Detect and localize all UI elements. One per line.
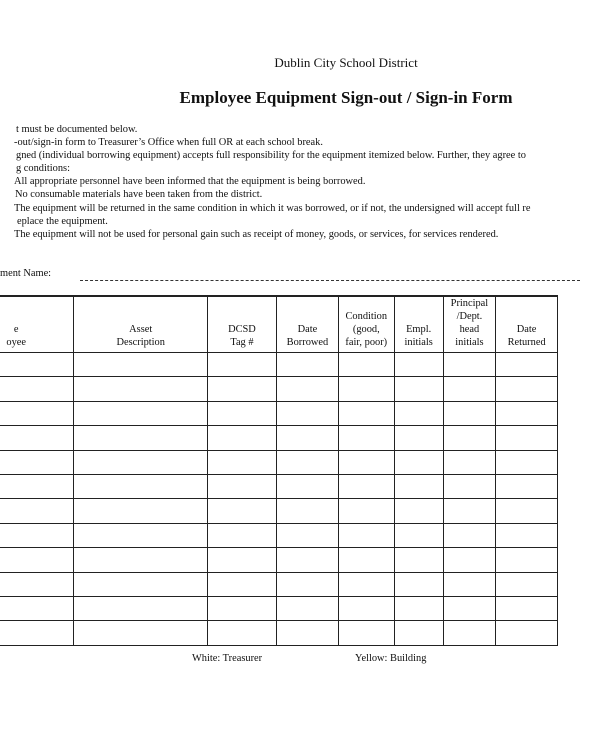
instruction-line: t must be documented below. (16, 124, 138, 135)
column-header-text: Empl. (406, 324, 432, 335)
table-cell[interactable] (394, 548, 443, 572)
footer-yellow-copy: Yellow: Building (355, 653, 427, 664)
table-cell[interactable] (0, 621, 74, 645)
column-header-text: Condition (345, 311, 388, 322)
table-cell[interactable] (394, 499, 443, 523)
table-cell[interactable] (207, 353, 276, 377)
table-cell[interactable] (207, 401, 276, 425)
table-cell[interactable] (394, 621, 443, 645)
column-header-text: Asset (129, 324, 153, 335)
table-row (0, 353, 558, 377)
table-row (0, 426, 558, 450)
table-cell[interactable] (496, 377, 558, 401)
table-cell[interactable] (207, 377, 276, 401)
table-cell[interactable] (0, 450, 74, 474)
column-header (443, 296, 496, 353)
column-header (74, 296, 208, 353)
table-cell[interactable] (394, 474, 443, 498)
table-row (0, 523, 558, 547)
table-cell[interactable] (338, 353, 394, 377)
column-header (394, 296, 443, 353)
table-cell[interactable] (496, 621, 558, 645)
column-header-text: Tag # (230, 337, 254, 348)
table-row (0, 572, 558, 596)
table-cell[interactable] (276, 377, 338, 401)
table-cell[interactable] (394, 450, 443, 474)
table-cell[interactable] (338, 523, 394, 547)
table-cell[interactable] (0, 426, 74, 450)
table-cell[interactable] (443, 523, 496, 547)
table-cell[interactable] (338, 572, 394, 596)
instruction-line: The equipment will not be used for personal gain such as receipt of money, goods, or services, for services rendered. (14, 229, 499, 240)
table-cell[interactable] (74, 572, 208, 596)
table-row (0, 377, 558, 401)
column-header-text: oyee (6, 337, 27, 348)
table-cell[interactable] (338, 621, 394, 645)
table-cell[interactable] (276, 353, 338, 377)
column-header-text: DCSD (228, 324, 256, 335)
instruction-line: -out/sign-in form to Treasurer’s Office when full OR at each school break. (14, 137, 323, 148)
table-row (0, 596, 558, 620)
table-cell[interactable] (0, 474, 74, 498)
table-cell[interactable] (207, 621, 276, 645)
table-cell[interactable] (394, 353, 443, 377)
table-cell[interactable] (276, 548, 338, 572)
district-name: Dublin City School District (274, 55, 418, 70)
table-cell[interactable] (496, 474, 558, 498)
table-cell[interactable] (443, 596, 496, 620)
table-cell[interactable] (443, 548, 496, 572)
column-header (207, 296, 276, 353)
column-header-text: e (13, 324, 19, 335)
table-row (0, 548, 558, 572)
instruction-line: gned (individual borrowing equipment) accepts full responsibility for the equipment itemized below. Further, they agree to (16, 150, 526, 161)
employee-name-field[interactable] (80, 280, 580, 281)
table-cell[interactable] (74, 474, 208, 498)
table-cell[interactable] (338, 499, 394, 523)
table-cell[interactable] (74, 548, 208, 572)
table-cell[interactable] (338, 596, 394, 620)
table-cell[interactable] (207, 523, 276, 547)
table-cell[interactable] (496, 401, 558, 425)
table-row (0, 499, 558, 523)
column-header-text: /Dept. (456, 311, 483, 322)
table-cell[interactable] (496, 548, 558, 572)
table-cell[interactable] (0, 548, 74, 572)
table-cell[interactable] (496, 523, 558, 547)
table-cell[interactable] (394, 401, 443, 425)
column-header (276, 296, 338, 353)
column-header-text: Principal (450, 298, 489, 309)
instruction-line: All appropriate personnel have been informed that the equipment is being borrowed. (14, 176, 366, 187)
table-cell[interactable] (338, 450, 394, 474)
column-header (496, 296, 558, 353)
table-cell[interactable] (394, 596, 443, 620)
table-cell[interactable] (207, 548, 276, 572)
table-cell[interactable] (0, 596, 74, 620)
column-header-text: Returned (507, 337, 546, 348)
table-header-row (0, 296, 558, 353)
table-cell[interactable] (0, 499, 74, 523)
table-cell[interactable] (74, 596, 208, 620)
table-cell[interactable] (394, 572, 443, 596)
table-cell[interactable] (443, 401, 496, 425)
table-cell[interactable] (443, 474, 496, 498)
column-header (0, 296, 74, 353)
instruction-line: eplace the equipment. (17, 216, 108, 227)
table-cell[interactable] (496, 426, 558, 450)
table-cell[interactable] (276, 523, 338, 547)
table-cell[interactable] (496, 596, 558, 620)
table-cell[interactable] (276, 401, 338, 425)
table-row (0, 450, 558, 474)
column-header (338, 296, 394, 353)
footer-white-copy: White: Treasurer (192, 653, 263, 664)
column-header-text: head (459, 324, 480, 335)
column-header-text: Description (116, 337, 165, 348)
table-cell[interactable] (276, 426, 338, 450)
table-cell[interactable] (74, 621, 208, 645)
instruction-line: g conditions: (16, 163, 70, 174)
column-header-text: initials (455, 337, 484, 348)
table-cell[interactable] (74, 523, 208, 547)
table-cell[interactable] (276, 474, 338, 498)
table-cell[interactable] (207, 426, 276, 450)
table-cell[interactable] (0, 377, 74, 401)
table-cell[interactable] (443, 377, 496, 401)
table-cell[interactable] (443, 353, 496, 377)
table-body (0, 353, 558, 646)
table-cell[interactable] (496, 353, 558, 377)
table-cell[interactable] (74, 377, 208, 401)
table-cell[interactable] (0, 401, 74, 425)
table-cell[interactable] (207, 596, 276, 620)
table-cell[interactable] (394, 523, 443, 547)
table-cell[interactable] (207, 572, 276, 596)
table-row (0, 621, 558, 645)
table-cell[interactable] (276, 621, 338, 645)
table-row (0, 401, 558, 425)
table-cell[interactable] (443, 499, 496, 523)
table-cell[interactable] (443, 572, 496, 596)
employee-name-label: ment Name: (0, 268, 52, 279)
table-cell[interactable] (276, 596, 338, 620)
form-title: Employee Equipment Sign-out / Sign-in Form (179, 88, 513, 107)
table-cell[interactable] (496, 572, 558, 596)
table-cell[interactable] (338, 474, 394, 498)
table-cell[interactable] (0, 353, 74, 377)
column-header-text: Date (516, 324, 537, 335)
instruction-line: The equipment will be returned in the same condition in which it was borrowed, or if not, the undersigned will accept full re (14, 203, 531, 214)
table-cell[interactable] (74, 353, 208, 377)
column-header-text: Date (297, 324, 318, 335)
table-cell[interactable] (394, 426, 443, 450)
table-cell[interactable] (207, 499, 276, 523)
table-cell[interactable] (74, 450, 208, 474)
table-cell[interactable] (74, 426, 208, 450)
equipment-table (0, 295, 558, 646)
instruction-line: No consumable materials have been taken from the district. (15, 189, 263, 200)
table-cell[interactable] (496, 450, 558, 474)
table-cell[interactable] (276, 450, 338, 474)
table-cell[interactable] (443, 621, 496, 645)
column-header-text: initials (404, 337, 433, 348)
table-cell[interactable] (338, 377, 394, 401)
table-cell[interactable] (0, 523, 74, 547)
column-header-text: (good, (352, 324, 380, 335)
table-cell[interactable] (496, 499, 558, 523)
table-cell[interactable] (74, 499, 208, 523)
table-cell[interactable] (338, 548, 394, 572)
table-cell[interactable] (276, 499, 338, 523)
table-cell[interactable] (338, 426, 394, 450)
table-row (0, 474, 558, 498)
table-cell[interactable] (207, 450, 276, 474)
table-cell[interactable] (443, 450, 496, 474)
table-cell[interactable] (276, 572, 338, 596)
table-cell[interactable] (207, 474, 276, 498)
table-cell[interactable] (394, 377, 443, 401)
table-cell[interactable] (443, 426, 496, 450)
column-header-text: Borrowed (286, 337, 329, 348)
column-header-text: fair, poor) (345, 337, 388, 348)
table-cell[interactable] (74, 401, 208, 425)
table-cell[interactable] (338, 401, 394, 425)
table-cell[interactable] (0, 572, 74, 596)
